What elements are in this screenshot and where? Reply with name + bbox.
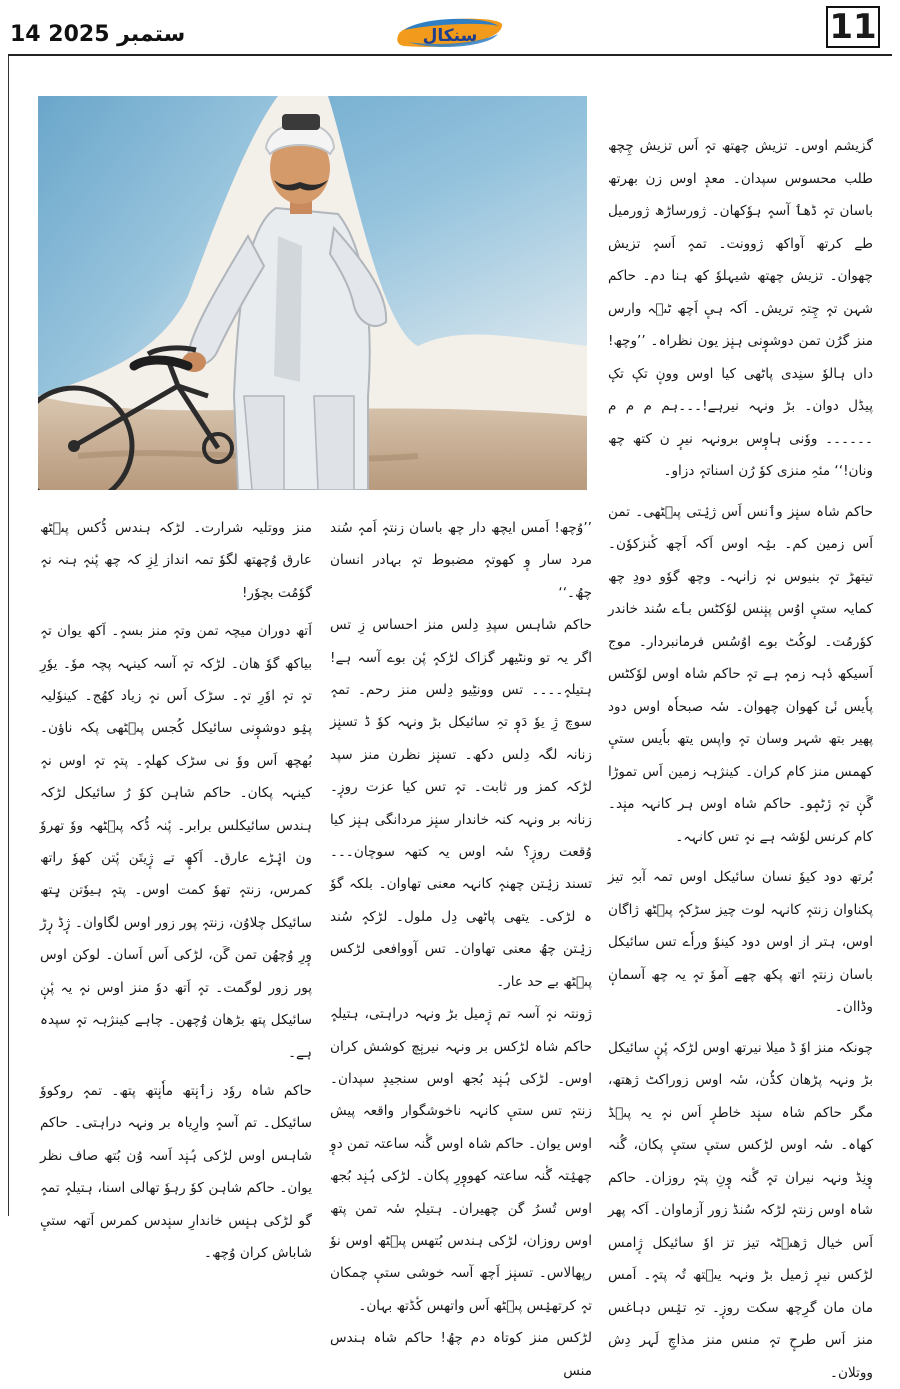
paragraph: ژونتہ نہٕ آسہ تم ژٕمیل بڑ ونہہ دراہتی، ہتیلہٕ حاکم شاہ لڑکس بر ونہہ نیرنٕچ کوشش کران اوس۔ لڑکی ہُنٕد بُجھ اوس سنجیدٕ سپدان۔ زنتہٕ تس ستیٕ کانہہ ناخوشگوار واقعہ پیش اوس یوان۔ حاکم شاہ اوس گٔنہ ساعتہ تمن دوٕ چھیٛتہ گٔنہ ساعتہ کھووٕرِ پکان۔ لڑکی ہُنٕد بُجھ اوس تُسرُ گن چھیران۔ ہتیلہٕ سٔہ تمن پتھ اوس روزان، لڑکی ہندس بُتھس پٮ۪ٹھ اوس نوٗ رپھالاس۔ تسنٕز اَچھ آسہ خوشی ستیٕ چمکان تہٕ کرتھیٛس پٮ۪ٹھ اَس واتھس کٔڈتھ بہان۔ [330, 998, 592, 1322]
man-with-bicycle-illustration [38, 96, 587, 490]
article-column-middle [330, 512, 592, 1387]
paragraph: چونکہ منز اوٗ ڈ میلا نیرتھ اوس لڑکہ پٔنٕ سائیکل بڑ ونہہ پڑھان کڈُن، سٔہ اوس زوراکٹ ژھتھ، مگر حاکم شاہ سنٕد خاطرٕ اَس نہٕ یہ پٮ۪ڈ کھاہ۔ سٔہ اوس لڑکس ستیٕ ستیٕ پکان، گُنہ وٕنِڈ ونہہ نیران تہٕ گٔنہ وٕنِ پتہٕ روزان۔ حاکم شاہ اوس زنتہٕ لڑکہ سُنڈ زور آزماوان۔ اَکہ پھر اَس خیال ژھٮ۪ٹہ تیز تز اوٗ سائیکل ژٕامس لڑکس نیرٕ ژمیل بڑ ونہہ یٮ۪تھ تُہ پتہٕ۔ اَمس مان مان گرِچھ سکت روزٕ۔ تہِ تیٛس دہاغس منز اَس طرحٕ تہٕ منس منز مذاچِ لَہر دِش ووتلان۔ [608, 1032, 873, 1389]
paragraph: اَتھ دوران میچہ تمن وتہٕ منز بسہٕ۔ اَکھ یوان تہٕ بیاکھ گوٗ ھان۔ لڑکہ تہٕ آسہ کینہہ پچہ موٗ۔ یوٗرِ تہٕ تہٕ اوٗرِ تہٕ۔ سڑک اَس نہٕ زیاد کھُج۔ کینوٗلیہ پیٛو دوشوٕنی سائیکل کُجس پٮ۪ٹھی پکہ ناؤن۔ بُھچھ اَس ووٗ نی سڑک کھلہٕ۔ پتہٕ تہٕ اوس نہٕ کینہہ پکان۔ حاکم شاہن کوٗ رُ سائیکل لڑکہ ہندس سائیکلس برابر۔ پٔنہ ڈُکہ پٮ۪ٹھہ ووٗ تھروٗ ون اپٛڑے عارق۔ اَکھٕ تے ژٕیتَن پٔتن کھوٗ راتھ کمرس، زنتہٕ تھوٗ کمت اوس۔ پتہٕ ہیوٗتن ہٕتھ سائیکل چلاوُن، زنتہٕ پور زور اوس لگاوان۔ ژٕڈ رٕڑ وٕرِ وُچھُن تمن گَن، لڑکی اَس اَسان۔ لوکن اوس پور زور لوگمت۔ تہٕ اَتھ دوٗ منز اوس نہٕ یہ پٔنٕ سائیکل پتھ بڑھان وُچھن۔ چاہے کینژہہ تہٕ سپدہ ہے۔ [40, 615, 312, 1069]
paragraph: حاکم شاہس سپدِ دِلس منز احساس زِ تس اگر یہ تو ونٹیھر گزاک لڑکہٕ پٔن بوے آسہ ہے! ہتیلہٕ۔۔۔۔ تس وونٹِیو دِلس منز رحم۔ تمہٕ سوچ ژِ یوٗ دَوٕ تہِ سائیکل بڑ ونہہ کوٗ ڈ تسنٕز زنانہ لگہ دِلس دکھ۔ تسنٕز نظرن منز سپد لڑکہ کمز ور ثابت۔ تہٕ تس کیا عزت روزٕ۔ زنانہ بر ونہہ کنہ خاندار سنٕز مردانگی ہنٕز کیا وُقعت روزٕ؟ سٔہ اوس یہ کتھہ سوچان۔۔۔ تسند زیٛتن چھنہٕ کانہہ معنی تھاوان۔ بلکہ گوٗ ہ لڑکی۔ یتھی پاٹھی دِل ملول۔ لڑکہٕ سُند زیٛتن چھُ معنی تھاوان۔ تس آووافعی لڑکس پٮ۪ٹھ بے حد عار۔ [330, 609, 592, 998]
header-rule [8, 54, 892, 56]
logo-text: سنکال [423, 26, 478, 46]
paragraph: بُرتھ دود کیوٗ نسان سائیکل اوس تمہ آبہِ تیز پکناوان زنتہٕ کانہہ لوت چیز سڑکہٕ پٮ۪ٹھ ژاگان اوس، ہتر از اوس دود کینوٗ وراٗے تس سائیکل باسان زنتہٕ اتھ پکھ چھے آموٗ تہٕ یہ چھ آسمانٕ وڈاان۔ [608, 861, 873, 1024]
issue-date: 14 ستمبر 2025 [10, 22, 185, 47]
paragraph: حاکم شاہ سنٕز وٲنس اَس ژیٛتی پٮ۪ٹھی۔ تمن اَس زمین کم۔ بیٛہ اوس اَکہ اَچھ کٔنزکوٗن۔ تیتھڑ تہٕ بنیوس نہٕ زانہہ۔ وچھ گوٗو دودِ چھ کمایہ ستیٕ اوُس پنٕنس لوٗکٹس بٲے سُند خاندر کوٗرمُت۔ لوکُٹ بوے اوُسُس فرمانبردار۔ موج اَسیکھ دٔہہ زمہٕ ہے تہٕ حاکم شاہ اوس لوٗکٹس پاٗیس نٔیٛ کھوان چھوان۔ سٔہ صبحاٗہ اوس دود پھیر بتھ شہر وسان تہٕ واپس یتھ باٗیس ستیٕ کھمس منز کام کران۔ کینژہہ زمین اَس تموڑا گَنٕ تہٕ رٔٹمٕو۔ حاکم شاہ اوس ہر کانہہ منٕد۔ کام کرنس لوٗشہ ہے نہٕ تس کانہہ۔ [608, 496, 873, 854]
left-margin-rule [8, 56, 9, 1216]
paragraph: لڑکس منز کوتاہ دم چھُ! حاکم شاہ ہندس منس [330, 1322, 592, 1387]
paragraph: منز ووتلیہ شرارت۔ لڑکہ ہندس ڈُکس پٮ۪ٹھ عارق وُچھتھ لگوٗ تمہ انداز لِزِ کہ چھ پٔنہٕ ہنہ نہٕ گوٗمُت بچوٗر! [40, 512, 312, 609]
newspaper-logo [394, 12, 506, 52]
paragraph: حاکم شاہ روٗد زٲنٕتھ ماٗنٕتھ پتھ۔ تمہٕ روکووٗ سائیکل۔ تم آسہٕ وارِیاہ بر ونہہ دراہتی۔ حاکم شاہس اوس لڑکی ہُنٕد اَسہ وُن بُتھ صاف نظر یوان۔ حاکم شاہن کوٗ رہوٗ تھالی اسنا، ہتیلہٕ تمہٕ گو لڑکی ہنٕس خاندارِ سنٕدس کمرس اَتھہ ستیٕ شاباش کران وُچھ۔ [40, 1075, 312, 1269]
article-column-left [40, 512, 312, 1269]
page-number: 11 [826, 6, 880, 48]
article-column-right [608, 130, 873, 1389]
paragraph: ’’وُچھ! اَمس ایچھ دار چھ باسان زنتہٕ اَمہٕ سُند مرد سار وٕ کھوتہٕ مضبوط تہٕ بہادر انسان چھُ۔‘‘ [330, 512, 592, 609]
paragraph: گزیشم اوس۔ تزیش چھتھ تہٕ اَس تزیش چِچھ طلب محسوس سپدان۔ معدٕ اوس زن بھرتھ باسان تہٕ ڈھٲ آسہٕ ہوٗکھان۔ ژورساڑھ ژورمیل طے کرتھ آواکھ ژوونت۔ تمہٕ اَسہٕ تزیش چھوان۔ تزیش چھتھ شیہلوٗ کھ ہنا دم۔ حاکم شہن تہٕ چِتہِ تریش۔ اَکہ ہیٕ اَچھ ٹٮ۪ہ وارس منز گرُن تمن دوشوٕنی ہنٕز یون نظراہ۔ ’’وچھ! داں ہالوٗ سنِدی پاٹھی کیا اوس وونٕ تکٕ تکٕ پیڈل دوان۔ بڑ ونہہ نیرہے!۔۔۔ہم م م م ۔۔۔۔۔۔ ووٗنی ہاوٕس برونہہ نیرٕ ن کتھ چھ ونان!‘‘ مئہِ منزی کوٗ رُن اسناتہٕ دزاو۔ [608, 130, 873, 488]
